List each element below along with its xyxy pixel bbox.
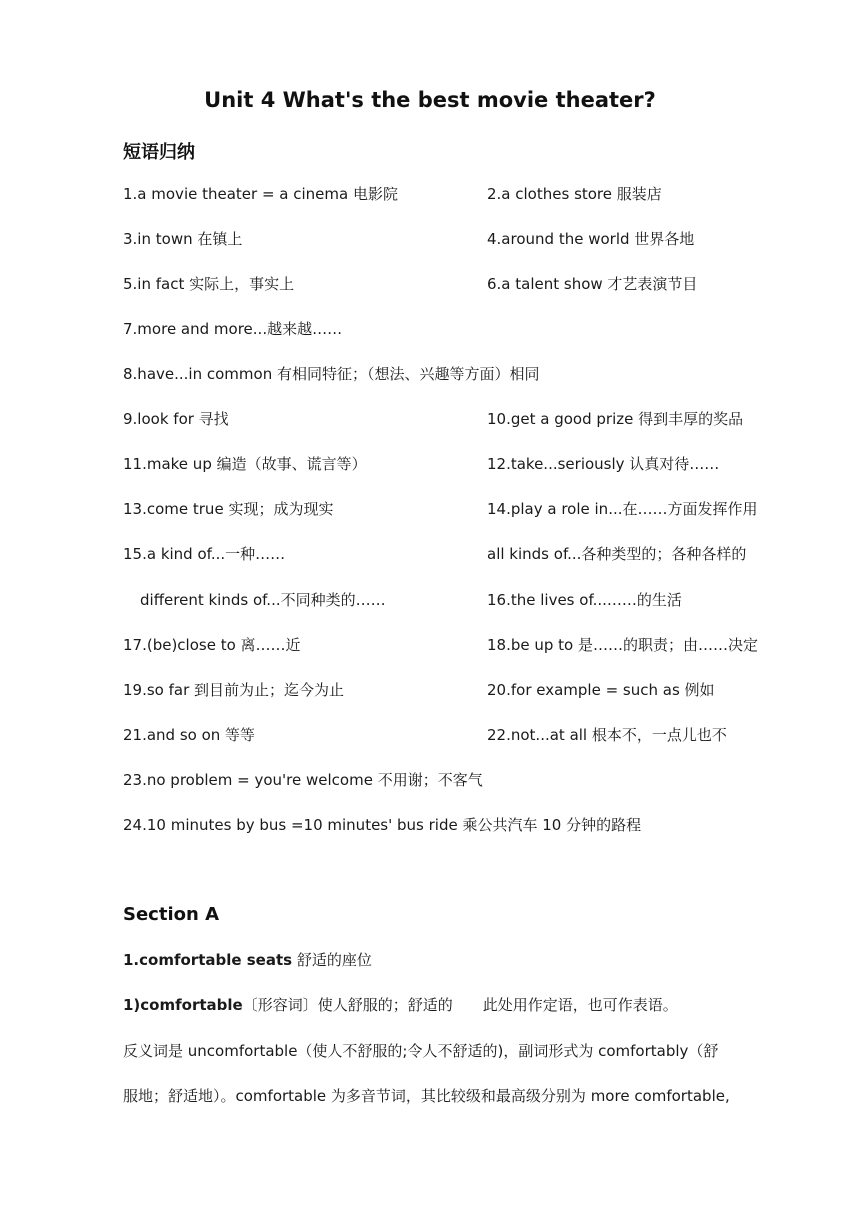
phrase-row: [0, 452, 860, 476]
phrase-item: 20.for example = such as 例如: [487, 681, 715, 699]
phrase-row: [0, 182, 860, 206]
item-1-term: 1.comfortable seats: [123, 951, 293, 969]
phrase-row: [0, 633, 860, 657]
phrase-item: 13.come true 实现；成为现实: [123, 500, 334, 518]
phrase-item: 5.in fact 实际上，事实上: [123, 275, 295, 293]
phrase-row: [0, 542, 860, 566]
phrase-item: 14.play a role in...在……方面发挥作用: [487, 500, 758, 518]
phrase-row: [0, 272, 860, 296]
phrase-item: 23.no problem = you're welcome 不用谢；不客气: [123, 771, 483, 789]
phrase-row: [0, 317, 860, 341]
section-a-paragraph-line: 反义词是 uncomfortable（使人不舒服的;令人不舒适的)，副词形式为 comfortably（舒: [123, 1042, 719, 1060]
phrase-row: [0, 813, 860, 837]
phrase-item: 17.(be)close to 离……近: [123, 636, 301, 654]
phrase-row: [0, 588, 860, 612]
phrase-item: 10.get a good prize 得到丰厚的奖品: [487, 410, 744, 428]
phrase-row: [0, 227, 860, 251]
section-a-item-1a: [123, 993, 678, 1017]
phrases-heading: 短语归纳: [123, 142, 195, 163]
item-1-meaning: 舒适的座位: [292, 951, 372, 969]
phrase-item: 4.around the world 世界各地: [487, 230, 695, 248]
phrase-item: 15.a kind of...一种……: [123, 545, 286, 563]
phrase-item: 7.more and more...越来越……: [123, 320, 343, 338]
phrase-item: 18.be up to 是……的职责；由……决定: [487, 636, 758, 654]
phrase-item: 9.look for 寻找: [123, 410, 229, 428]
phrase-item: 11.make up 编造（故事、谎言等）: [123, 455, 367, 473]
phrase-row: [0, 723, 860, 747]
phrase-item: 6.a talent show 才艺表演节目: [487, 275, 698, 293]
phrase-row: [0, 407, 860, 431]
item-1a-term: 1)comfortable: [123, 996, 243, 1014]
phrase-item: 3.in town 在镇上: [123, 230, 243, 248]
section-a-item-1: [123, 948, 372, 972]
phrase-row: [0, 768, 860, 792]
section-a-paragraph-line: 服地；舒适地）。comfortable 为多音节词，其比较级和最高级分别为 more comfortable,: [123, 1087, 730, 1105]
item-1a-meaning: 〔形容词〕使人舒服的；舒适的 此处用作定语，也可作表语。: [242, 996, 678, 1014]
phrase-item: 21.and so on 等等: [123, 726, 256, 744]
phrase-item: 19.so far 到目前为止；迄今为止: [123, 681, 345, 699]
phrase-row: [0, 497, 860, 521]
phrase-item: 8.have...in common 有相同特征；（想法、兴趣等方面）相同: [123, 365, 540, 383]
phrase-row: [0, 678, 860, 702]
phrase-row: [0, 362, 860, 386]
phrase-item: 16.the lives of...……的生活: [487, 591, 682, 609]
page-title: Unit 4 What's the best movie theater?: [204, 88, 656, 112]
section-a-heading: Section A: [123, 904, 219, 925]
phrase-item: 24.10 minutes by bus =10 minutes' bus ride 乘公共汽车 10 分钟的路程: [123, 816, 642, 834]
phrase-item: 2.a clothes store 服装店: [487, 185, 662, 203]
phrase-item: 12.take...seriously 认真对待……: [487, 455, 720, 473]
phrase-item: 1.a movie theater = a cinema 电影院: [123, 185, 398, 203]
phrase-item: all kinds of...各种类型的；各种各样的: [487, 545, 747, 563]
phrase-item: 22.not...at all 根本不，一点儿也不: [487, 726, 727, 744]
phrase-item: different kinds of...不同种类的……: [140, 591, 386, 609]
